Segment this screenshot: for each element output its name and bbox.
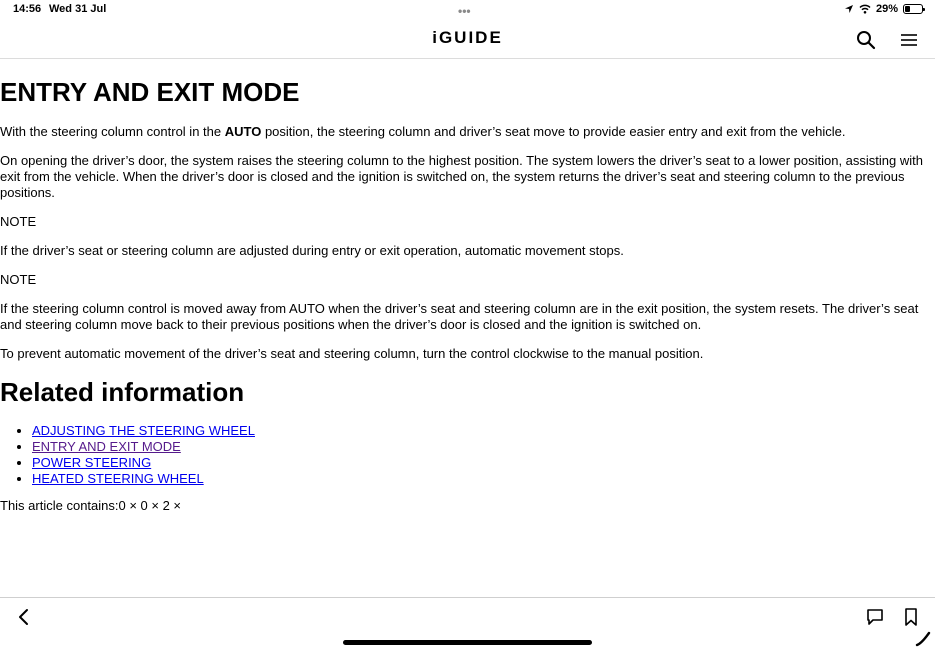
related-link-entry-exit-mode[interactable]: ENTRY AND EXIT MODE	[32, 439, 181, 454]
comment-icon[interactable]	[865, 607, 885, 627]
note-text: If the driver’s seat or steering column are adjusted during entry or exit operation, automatic movement stops.	[0, 243, 624, 258]
status-time: 14:56	[13, 3, 42, 15]
battery-icon	[903, 4, 923, 14]
note-text: If the steering column control is moved away from AUTO when the driver’s seat and steering column are in the exit position, the system resets. The driver’s seat and steering column move back to their previous positions when the driver’s door is closed and the ignition is switched on.	[0, 301, 919, 332]
status-date: Wed 31 Jul	[49, 3, 107, 15]
bottom-toolbar	[0, 597, 935, 651]
wifi-icon	[859, 4, 871, 14]
prevent-paragraph: To prevent automatic movement of the driver’s seat and steering column, turn the control clockwise to the manual position.	[0, 346, 704, 361]
status-bar	[0, 0, 935, 20]
chevron-left-icon[interactable]	[14, 607, 34, 627]
intro-paragraph	[0, 124, 930, 140]
intro-text-before: With the steering column control in the	[0, 124, 225, 139]
bookmark-icon[interactable]	[902, 607, 920, 627]
location-arrow-icon	[844, 4, 854, 14]
related-link-heated-steering-wheel[interactable]: HEATED STEERING WHEEL	[32, 471, 204, 486]
related-heading: Related information	[0, 377, 245, 407]
list-item	[32, 471, 930, 487]
app-header	[0, 20, 935, 59]
pencil-icon[interactable]	[915, 631, 931, 647]
home-indicator[interactable]	[343, 640, 592, 645]
intro-text-after: position, the steering column and driver’s seat move to provide easier entry and exit from the vehicle.	[261, 124, 846, 139]
related-link-power-steering[interactable]: POWER STEERING	[32, 455, 152, 470]
related-links-list	[0, 423, 930, 487]
article-content	[0, 62, 930, 527]
note-label: NOTE	[0, 272, 37, 287]
opening-paragraph: On opening the driver’s door, the system raises the steering column to the highest position. The system lowers the driver’s seat to a lower position, assisting with exit from the vehicle. When the driver’s door is closed and the ignition is switched on, the system returns the driver’s seat and steering column to the previous positions.	[0, 153, 923, 200]
list-item	[32, 455, 930, 471]
app-title: iGUIDE	[432, 28, 503, 47]
note-label: NOTE	[0, 214, 37, 229]
status-indicators	[844, 3, 923, 15]
list-item	[32, 439, 930, 455]
multitasking-dots-icon[interactable]: •••	[458, 4, 471, 18]
related-link-adjusting-steering-wheel[interactable]: ADJUSTING THE STEERING WHEEL	[32, 423, 255, 438]
list-item	[32, 423, 930, 439]
article-title: ENTRY AND EXIT MODE	[0, 77, 300, 107]
article-contains-summary: This article contains:0 × 0 × 2 ×	[0, 498, 182, 513]
intro-bold-auto: AUTO	[224, 124, 262, 139]
search-icon[interactable]	[855, 29, 877, 51]
battery-percent: 29%	[875, 3, 898, 15]
battery-level	[905, 6, 910, 12]
hamburger-menu-icon[interactable]	[898, 29, 920, 51]
